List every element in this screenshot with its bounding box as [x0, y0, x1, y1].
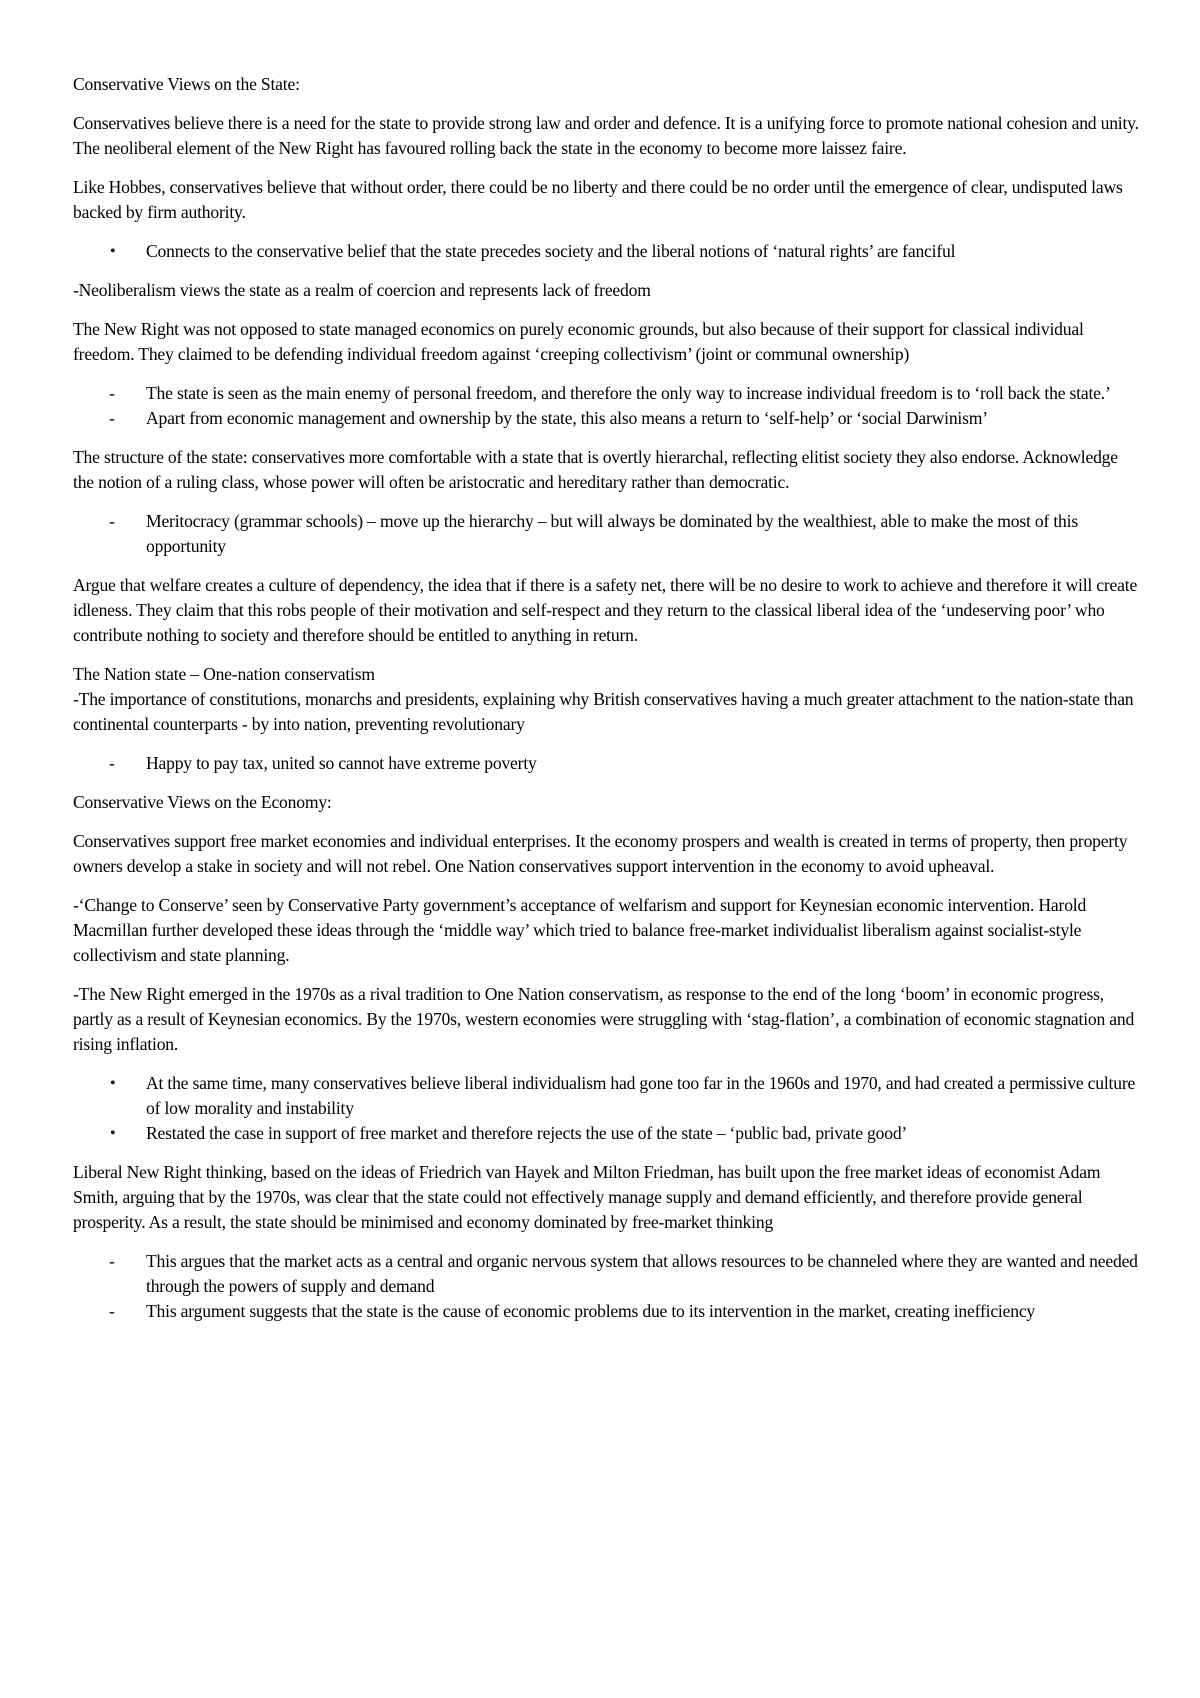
list-item-text: Restated the case in support of free market and therefore rejects the use of the state – ‘public bad, private good’: [146, 1123, 908, 1143]
bullet-list: [73, 239, 1140, 264]
list-item: [73, 381, 1140, 406]
dash-marker: -: [109, 1251, 115, 1271]
list-item: [73, 239, 1140, 264]
dash-marker: -: [109, 1301, 115, 1321]
paragraph: Argue that welfare creates a culture of dependency, the idea that if there is a safety net, there will be no desire to work to achieve and therefore it will create idleness. They claim that this robs people of their motivation and self-respect and they return to the classical liberal idea of the ‘undeserving poor’ who contribute nothing to society and therefore should be entitled to anything in return.: [73, 575, 1138, 645]
paragraph: -The New Right emerged in the 1970s as a rival tradition to One Nation conservatism, as response to the end of the long ‘boom’ in economic progress, partly as a result of Keynesian economics. By the 1970s, western economies were struggling with ‘stag-flation’, a combination of economic stagnation and rising inflation.: [73, 984, 1135, 1054]
paragraph: Conservatives support free market economies and individual enterprises. It the economy prospers and wealth is created in terms of property, then property owners develop a stake in society and will not rebel. One Nation conservatives support intervention in the economy to avoid upheaval.: [73, 831, 1128, 876]
paragraph: The structure of the state: conservatives more comfortable with a state that is overtly hierarchal, reflecting elitist society they also endorse. Acknowledge the notion of a ruling class, whose power will often be aristocratic and hereditary rather than democratic.: [73, 447, 1118, 492]
paragraph: Liberal New Right thinking, based on the ideas of Friedrich van Hayek and Milton Friedman, has built upon the free market ideas of economist Adam Smith, arguing that by the 1970s, was clear that the state could not effectively manage supply and demand efficiently, and therefore provide general prosperity. As a result, the state should be minimised and economy dominated by free-market thinking: [73, 1162, 1101, 1232]
dash-list: [73, 509, 1140, 559]
list-item: [73, 751, 1140, 776]
bullet-marker: •: [110, 1075, 116, 1092]
dash-list: [73, 751, 1140, 776]
list-item: [73, 406, 1140, 431]
list-item: [73, 1249, 1140, 1299]
list-item: [73, 1299, 1140, 1324]
paragraph: The New Right was not opposed to state managed economics on purely economic grounds, but also because of their support for classical individual freedom. They claimed to be defending individual freedom against ‘creeping collectivism’ (joint or communal ownership): [73, 319, 1084, 364]
dash-marker: -: [109, 511, 115, 531]
paragraph: -Neoliberalism views the state as a realm of coercion and represents lack of freedom: [73, 280, 651, 300]
dash-marker: -: [109, 753, 115, 773]
subheading-nation-state: The Nation state – One-nation conservatism: [73, 664, 375, 684]
list-item-text: At the same time, many conservatives believe liberal individualism had gone too far in the 1960s and 1970, and had created a permissive culture of low morality and instability: [146, 1073, 1136, 1118]
dash-list: [73, 1249, 1140, 1324]
paragraph: Like Hobbes, conservatives believe that without order, there could be no liberty and there could be no order until the emergence of clear, undisputed laws backed by firm authority.: [73, 177, 1123, 222]
section-heading-economy: Conservative Views on the Economy:: [73, 792, 332, 812]
list-item-text: Happy to pay tax, united so cannot have extreme poverty: [146, 753, 537, 773]
section-heading-state: Conservative Views on the State:: [73, 74, 300, 94]
paragraph-text: -The importance of constitutions, monarchs and presidents, explaining why British conservatives having a much greater attachment to the nation-state than continental counterparts - by into nation, preventing revolutionary: [73, 689, 1134, 734]
list-item: [73, 1121, 1140, 1146]
list-item-text: Meritocracy (grammar schools) – move up the hierarchy – but will always be dominated by the wealthiest, able to make the most of this opportunity: [146, 511, 1078, 556]
paragraph: Conservatives believe there is a need for the state to provide strong law and order and defence. It is a unifying force to promote national cohesion and unity. The neoliberal element of the New Right has favoured rolling back the state in the economy to become more laissez faire.: [73, 113, 1139, 158]
dash-marker: -: [109, 383, 115, 403]
bullet-marker: •: [110, 243, 116, 260]
list-item-text: The state is seen as the main enemy of personal freedom, and therefore the only way to increase individual freedom is to ‘roll back the state.’: [146, 383, 1111, 403]
list-item: [73, 1071, 1140, 1121]
list-item-text: Apart from economic management and ownership by the state, this also means a return to ‘self-help’ or ‘social Darwinism’: [146, 408, 988, 428]
bullet-list: [73, 1071, 1140, 1146]
dash-list: [73, 381, 1140, 431]
paragraph: -‘Change to Conserve’ seen by Conservative Party government’s acceptance of welfarism and support for Keynesian economic intervention. Harold Macmillan further developed these ideas through the ‘middle way’ which tried to balance free-market individualist liberalism against socialist-style collectivism and state planning.: [73, 895, 1087, 965]
bullet-marker: •: [110, 1125, 116, 1142]
list-item-text: Connects to the conservative belief that the state precedes society and the liberal notions of ‘natural rights’ are fanciful: [146, 241, 956, 261]
list-item: [73, 509, 1140, 559]
dash-marker: -: [109, 408, 115, 428]
paragraph-nation-state: [73, 662, 1140, 737]
list-item-text: This argues that the market acts as a central and organic nervous system that allows resources to be channeled where they are wanted and needed through the powers of supply and demand: [146, 1251, 1138, 1296]
list-item-text: This argument suggests that the state is the cause of economic problems due to its intervention in the market, creating inefficiency: [146, 1301, 1036, 1321]
